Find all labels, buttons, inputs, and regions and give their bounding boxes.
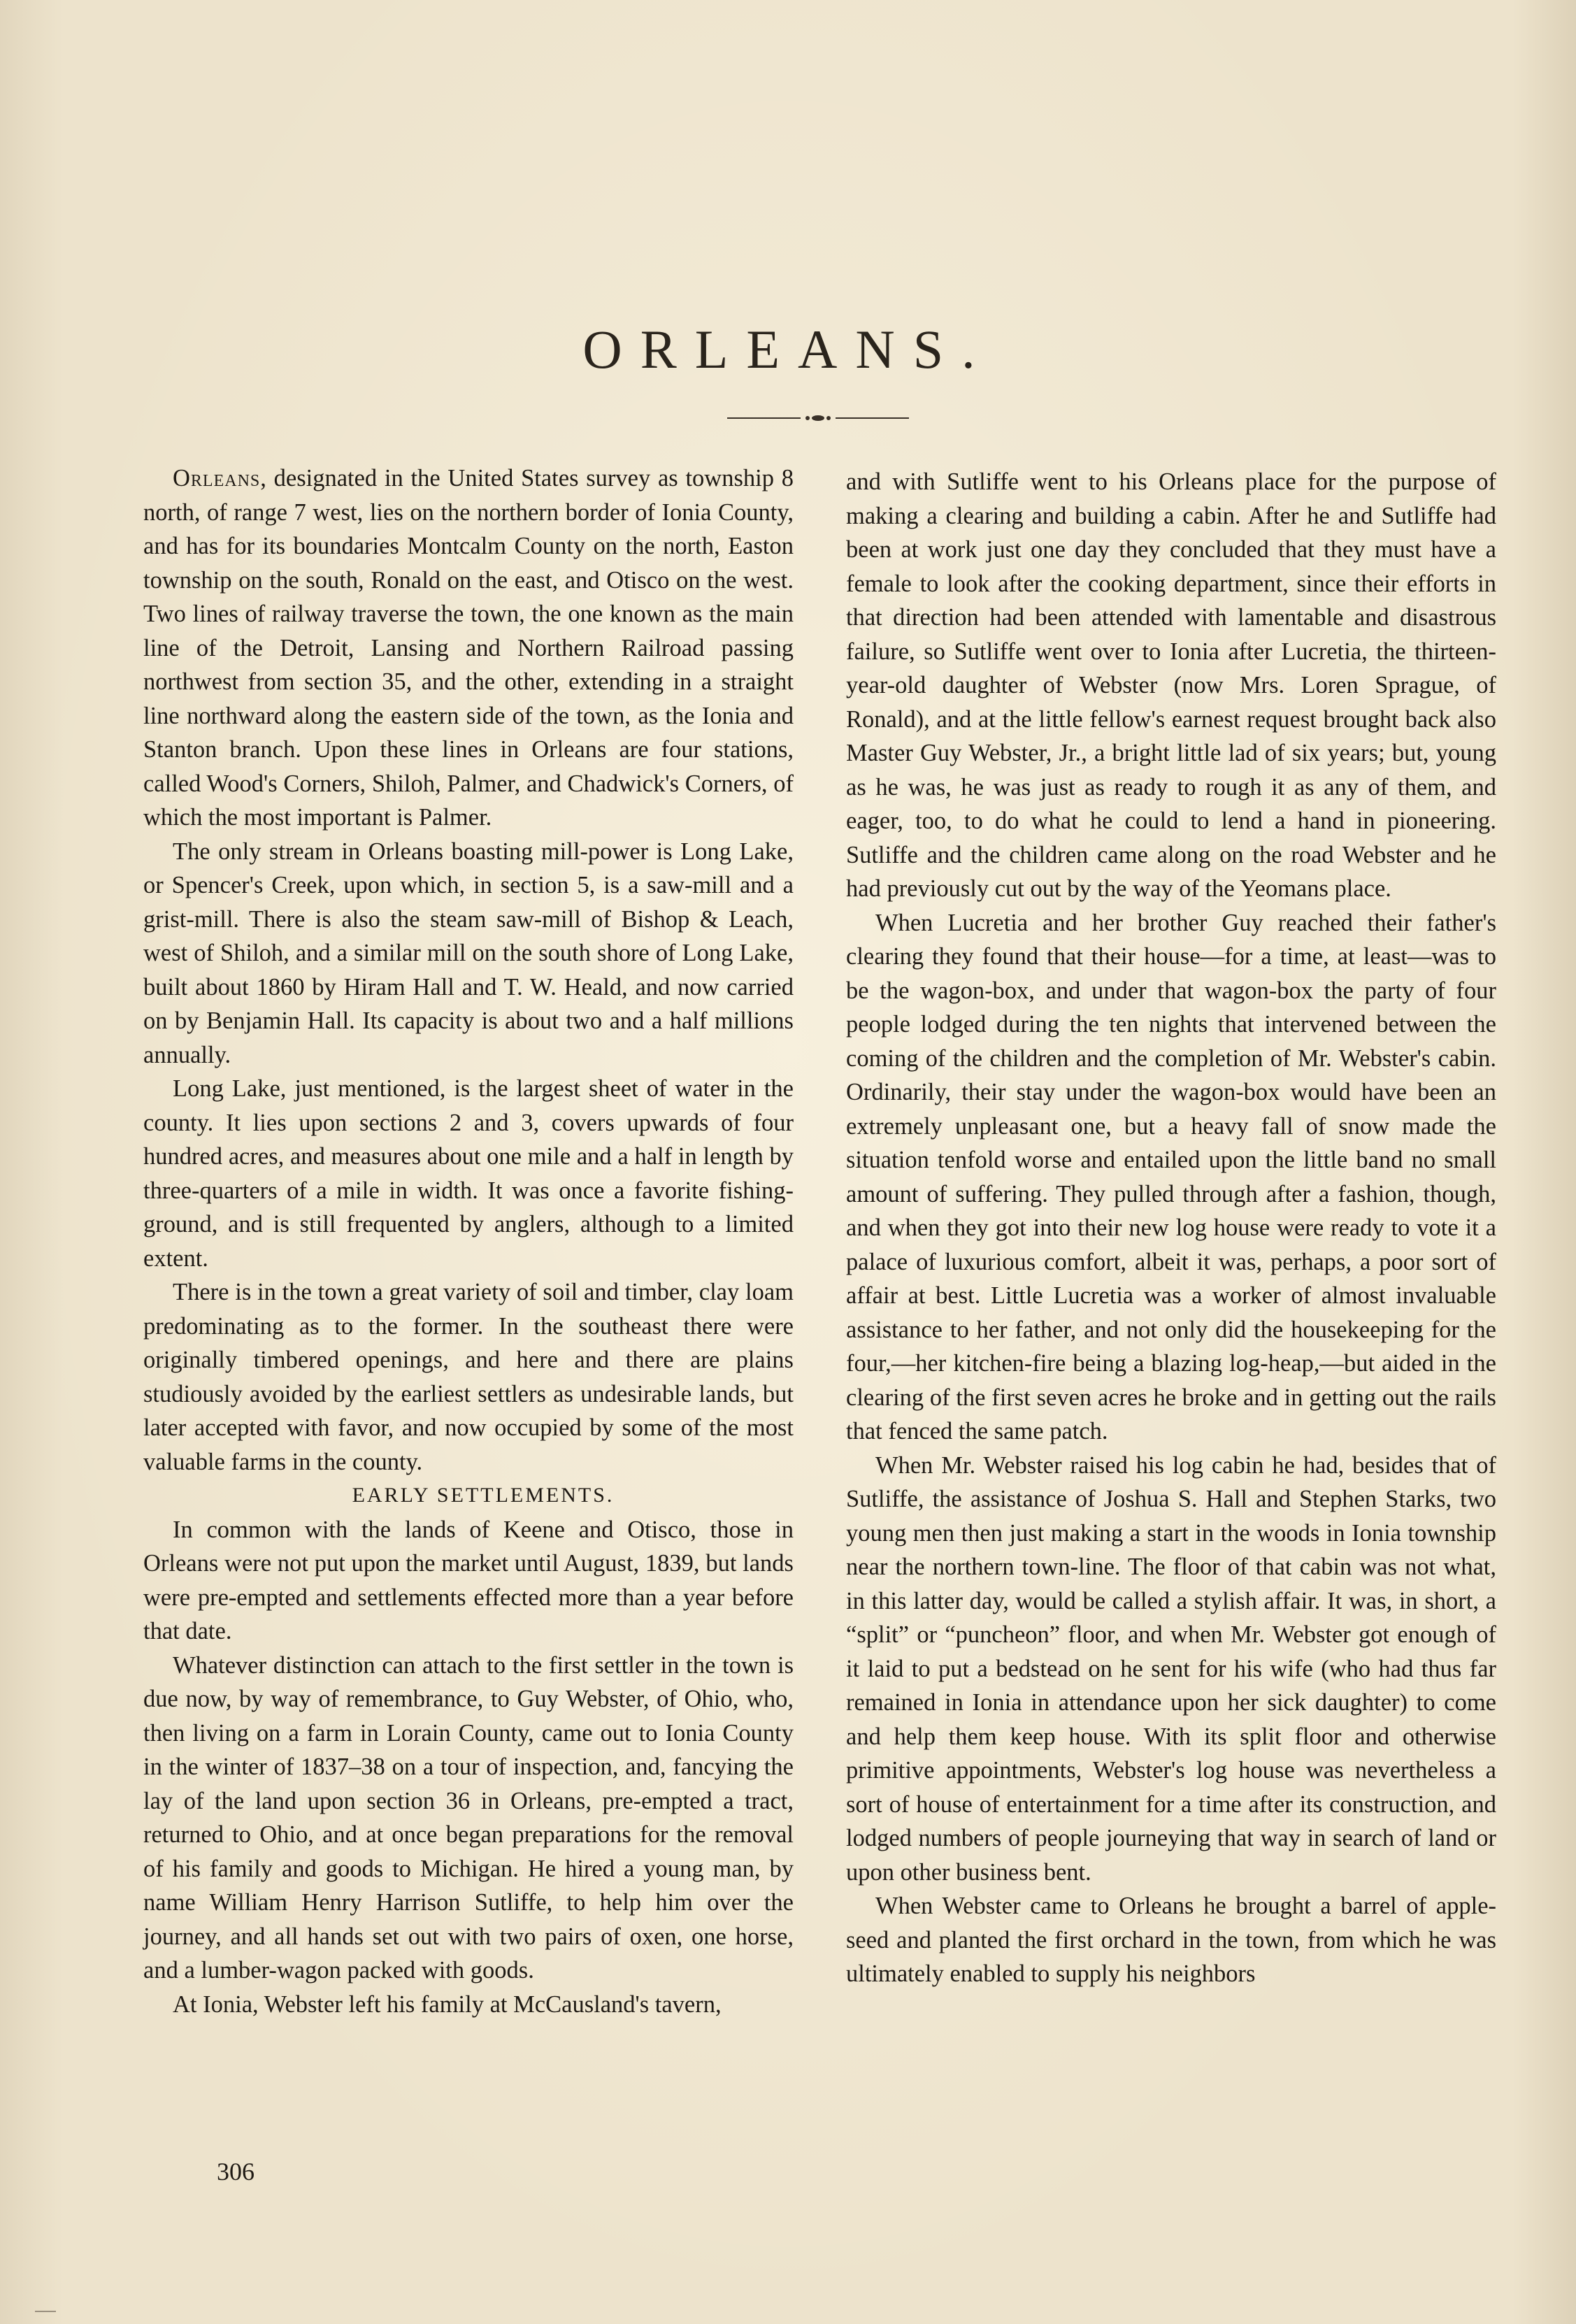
paragraph: There is in the town a great variety of soil and timber, clay loam predominating as to the former. In the southeast there were originally timbered openings, and here and there are plains studiously avoided by the earliest settlers as undesirable lands, but later accepted with favor, and now occupied by some of the most valuable farms in the county.: [143, 1279, 794, 1475]
right-column: [846, 465, 1496, 1991]
paragraph: Whatever distinction can attach to the first settler in the town is due now, by way of remembrance, to Guy Webster, of Ohio, who, then living on a farm in Lorain County, came out to Ionia County in the winter of 1837–38 on a tour of inspection, and, fancying the lay of the land upon section 36 in Orleans, pre-empted a tract, returned to Ohio, and at once began preparations for the removal of his family and goods to Michigan. He hired a young man, by name William Henry Harrison Sutliffe, to help him over the journey, and all hands set out with two pairs of oxen, one horse, and a lumber-wagon packed with goods.: [143, 1651, 794, 1984]
lead-word: Orleans: [173, 465, 261, 492]
title-ornament-rule: [727, 411, 909, 425]
paragraph: The only stream in Orleans boasting mill-power is Long Lake, or Spencer's Creek, upon which, in section 5, is a saw-mill and a grist-mill. There is also the steam saw-mill of Bishop & Leach, west of Shiloh, and a similar mill on the south shore of Long Lake, built about 1860 by Hiram Hall and T. W. Heald, and now carried on by Benjamin Hall. Its capacity is about two and a half millions annually.: [143, 838, 794, 1068]
paragraph-text: , designated in the United States survey as township 8 north, of range 7 west, lies on the northern border of Ionia County, and has for its boundaries Montcalm County on the north, Easton township on the south, Ronald on the east, and Otisco on the west. Two lines of railway traverse the town, the one known as the main line of the Detroit, Lansing and Northern Railroad passing northwest from section 35, and the other, extending in a straight line northward along the eastern side of the town, as the Ionia and Stanton branch. Upon these lines in Orleans are four stations, called Wood's Corners, Shiloh, Palmer, and Chadwick's Corners, of which the most important is Palmer.: [143, 465, 794, 831]
paragraph: and with Sutliffe went to his Orleans place for the purpose of making a clearing and building a cabin. After he and Sutliffe had been at work just one day they concluded that they must have a female to look after the cooking department, since their efforts in that direction had been attended with lamentable and disastrous failure, so Sutliffe went over to Ionia after Lucretia, the thirteen-year-old daughter of Webster (now Mrs. Loren Sprague, of Ronald), and at the little fellow's earnest request brought back also Master Guy Webster, Jr., a bright little lad of six years; but, young as he was, he was just as ready to rough it as any of them, and eager, too, to do what he could to lend a hand in pioneering. Sutliffe and the children came along on the road Webster and he had previously cut out by the way of the Yeomans place.: [846, 468, 1496, 902]
left-column: [143, 461, 794, 2021]
paragraph: When Webster came to Orleans he brought a barrel of apple-seed and planted the first orchard in the town, from which he was ultimately enabled to supply his neighbors: [846, 1893, 1496, 1987]
paragraph: [143, 461, 794, 835]
margin-mark: [35, 2311, 56, 2312]
paragraph: Long Lake, just mentioned, is the largest sheet of water in the county. It lies upon sections 2 and 3, covers upwards of four hundred acres, and measures about one mile and a half in length by three-quarters of a mile in width. It was once a favorite fishing-ground, and is still frequented by anglers, although to a limited extent.: [143, 1075, 794, 1272]
section-heading: EARLY SETTLEMENTS.: [352, 1484, 615, 1507]
page-title: ORLEANS.: [582, 319, 994, 380]
paragraph: When Lucretia and her brother Guy reached their father's clearing they found that their house—for a time, at least—was to be the wagon-box, and under that wagon-box the party of four people lodged during the ten nights that intervened between the coming of the children and the completion of Mr. Webster's cabin. Ordinarily, their stay under the wagon-box would have been an extremely unpleasant one, but a heavy fall of snow made the situation tenfold worse and entailed upon the little band no small amount of suffering. They pulled through after a fashion, though, and when they got into their new log house were ready to vote it a palace of luxurious comfort, albeit it was, perhaps, a poor sort of affair at best. Little Lucretia was a worker of almost invaluable assistance to her father, and not only did the housekeeping for the four,—her kitchen-fire being a blazing log-heap,—but aided in the clearing of the first seven acres he broke and in getting out the rails that fenced the same patch.: [846, 909, 1496, 1444]
paragraph: When Mr. Webster raised his log cabin he had, besides that of Sutliffe, the assistance of Joshua S. Hall and Stephen Starks, two young men then just making a start in the woods in Ionia township near the northern town-line. The floor of that cabin was not what, in this latter day, would be called a stylish affair. It was, in short, a “split” or “puncheon” floor, and when Mr. Webster got enough of it laid to put a bedstead on he sent for his wife (who had thus far remained in Ionia in attendance upon her sick daughter) to come and help them keep house. With its split floor and otherwise primitive appointments, Webster's log house was nevertheless a sort of house of entertainment for a time after its construction, and lodged numbers of people journeying that way in search of land or upon other business bent.: [846, 1451, 1496, 1886]
paragraph: At Ionia, Webster left his family at McCausland's tavern,: [173, 1991, 722, 2018]
page-number: 306: [217, 2158, 255, 2186]
paragraph: In common with the lands of Keene and Otisco, those in Orleans were not put upon the market until August, 1839, but lands were pre-empted and settlements effected more than a year before that date.: [143, 1516, 794, 1644]
